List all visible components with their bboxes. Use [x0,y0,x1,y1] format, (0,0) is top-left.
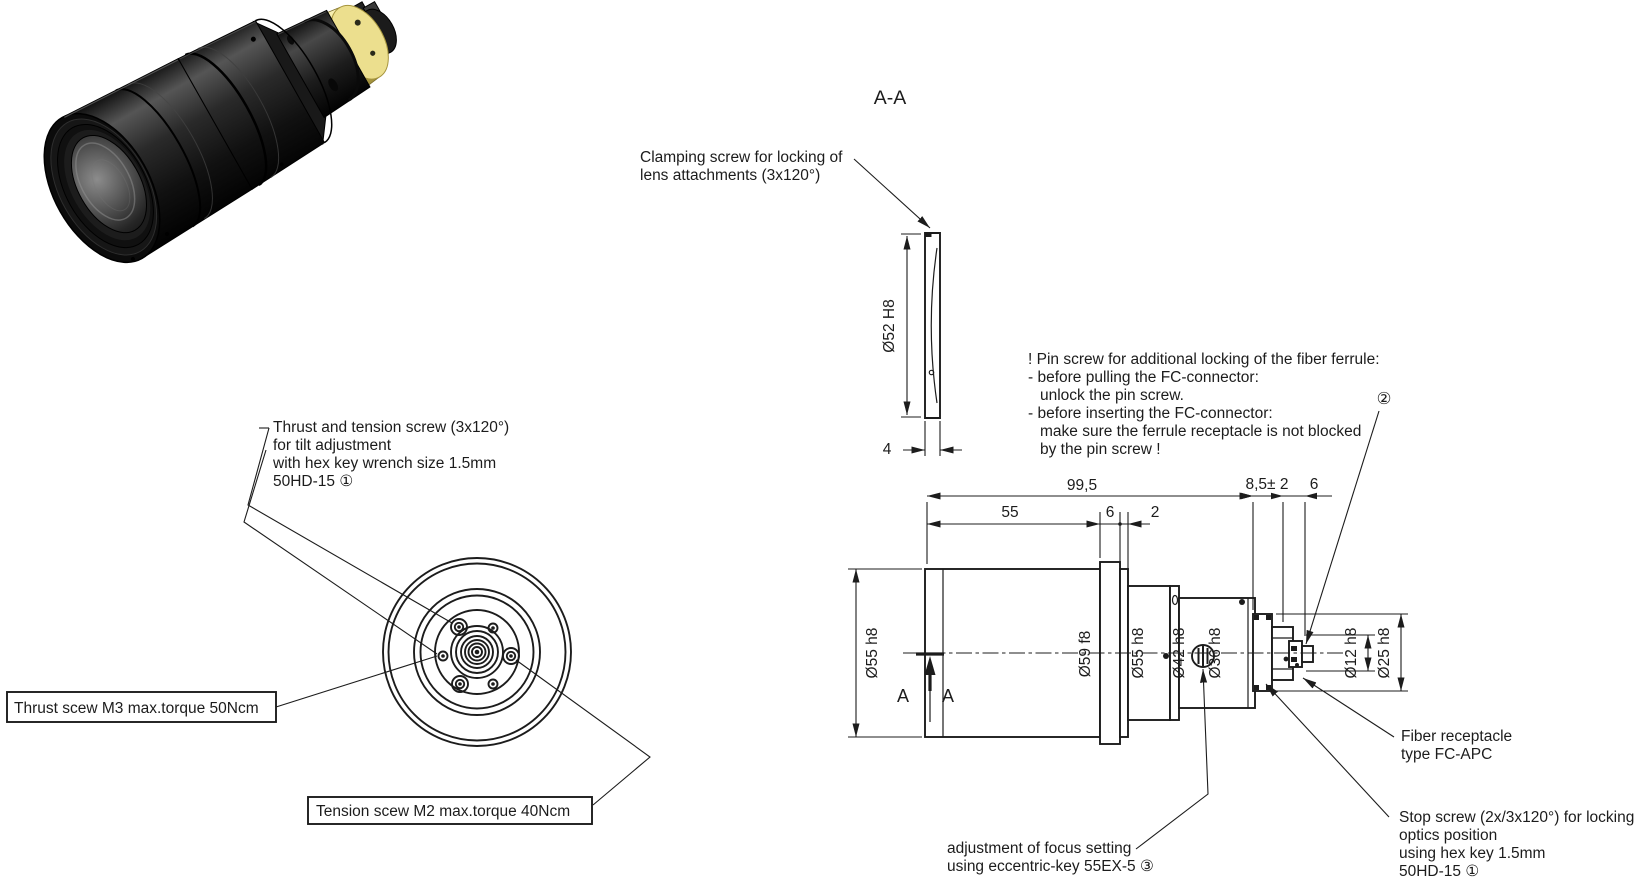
dim-ring-width: 2 [1150,504,1160,521]
section-marker-a: A [941,686,955,706]
note-line: - before inserting the FC-connector: [1028,405,1273,422]
thrust-tension-line: with hex key wrench size 1.5mm [273,455,497,472]
ref2-leader [1306,411,1379,644]
section-marker-a: A [896,686,910,706]
screw-dot [1284,657,1289,662]
stop-callout-line: optics position [1399,827,1498,844]
fiber-core [475,650,480,655]
pin-screw [1291,657,1297,662]
clamp-screw-mark [926,234,932,238]
clamping-leader [854,159,930,228]
dimension-arrow [1305,493,1317,500]
thrust-screw [439,652,448,661]
thrust-tension-line: Thrust and tension screw (3x120°) [273,419,510,436]
dim-overall-length: 99,5 [1066,477,1098,494]
dimension-arrow [1271,493,1283,500]
ref-mark-2: ② [1376,390,1392,408]
dim-thickness: 4 [882,441,892,458]
bracket-notch [1266,615,1271,620]
focus-callout-line: adjustment of focus setting [947,840,1132,857]
dim-dia-front: Ø55 h8 [864,627,881,679]
dimension-arrow [1241,493,1253,500]
dim-dia52: Ø52 H8 [881,299,898,353]
fc-connector-tip [1302,646,1313,662]
bracket-notch [1254,615,1259,620]
dim-flange-width: 6 [1105,504,1115,521]
stop-screw-dot [1163,653,1169,659]
dim-tip-length: 6 [1309,476,1319,493]
dim-receptacle-length: 8,5± 2 [1245,476,1289,493]
dim-front-length: 55 [1001,504,1019,521]
focus-callout-line: using eccentric-key 55EX-5 ③ [947,858,1154,875]
stop-screw-leader [1266,684,1389,817]
thrust-tension-line: for tilt adjustment [273,437,392,454]
front-view [7,419,650,824]
thrust-box-leader [276,656,437,707]
section-title: A-A [873,87,907,109]
tension-box-leader [516,660,650,805]
screw-dot [1295,663,1299,667]
pin-screw [1291,646,1297,651]
fc-connector-body [1289,641,1302,667]
note-line: by the pin screw ! [1040,441,1161,458]
clamping-callout-line: lens attachments (3x120°) [640,167,821,184]
note-line: make sure the ferrule receptacle is not blocked [1040,423,1362,440]
stop-callout-line: using hex key 1.5mm [1399,845,1546,862]
thrust-screw [489,680,498,689]
stop-callout-line: 50HD-15 ① [1399,863,1480,880]
fiber-callout-line: type FC-APC [1401,746,1493,763]
bracket-notch [1254,685,1259,690]
side-view [848,476,1634,880]
section-aa-view [640,87,962,458]
dimension-dot [1118,522,1122,526]
fiber-callout-line: Fiber receptacle [1401,728,1513,745]
clamping-callout-line: Clamping screw for locking of [640,149,843,166]
stop-callout-line: Stop screw (2x/3x120°) for locking [1399,809,1635,826]
dim-dia-receptacle: Ø25 h8 [1376,627,1393,679]
fiber-leader [1303,678,1394,737]
dim-dia-ferrule: Ø12 h8 [1343,627,1360,679]
lens-photo [20,0,431,282]
note-line: - before pulling the FC-connector: [1028,369,1259,386]
dim-dia-ring: Ø55 h8 [1130,627,1147,679]
tension-screw [503,648,519,664]
thrust-tension-line: 50HD-15 ① [273,473,354,490]
thrust-box-label: Thrust scew M3 max.torque 50Ncm [14,700,259,717]
stop-screw-dot [1239,599,1245,605]
tension-box-label: Tension scew M2 max.torque 40Ncm [316,803,571,820]
lens-element-outline [925,233,940,418]
dim-dia-focus: Ø42 h8 [1171,627,1188,679]
dim-dia-rear: Ø36 h8 [1207,627,1224,679]
note-line: unlock the pin screw. [1040,387,1184,404]
note-line: ! Pin screw for additional locking of the fiber ferrule: [1028,351,1380,368]
dim-dia-flange: Ø59 f8 [1077,630,1094,678]
